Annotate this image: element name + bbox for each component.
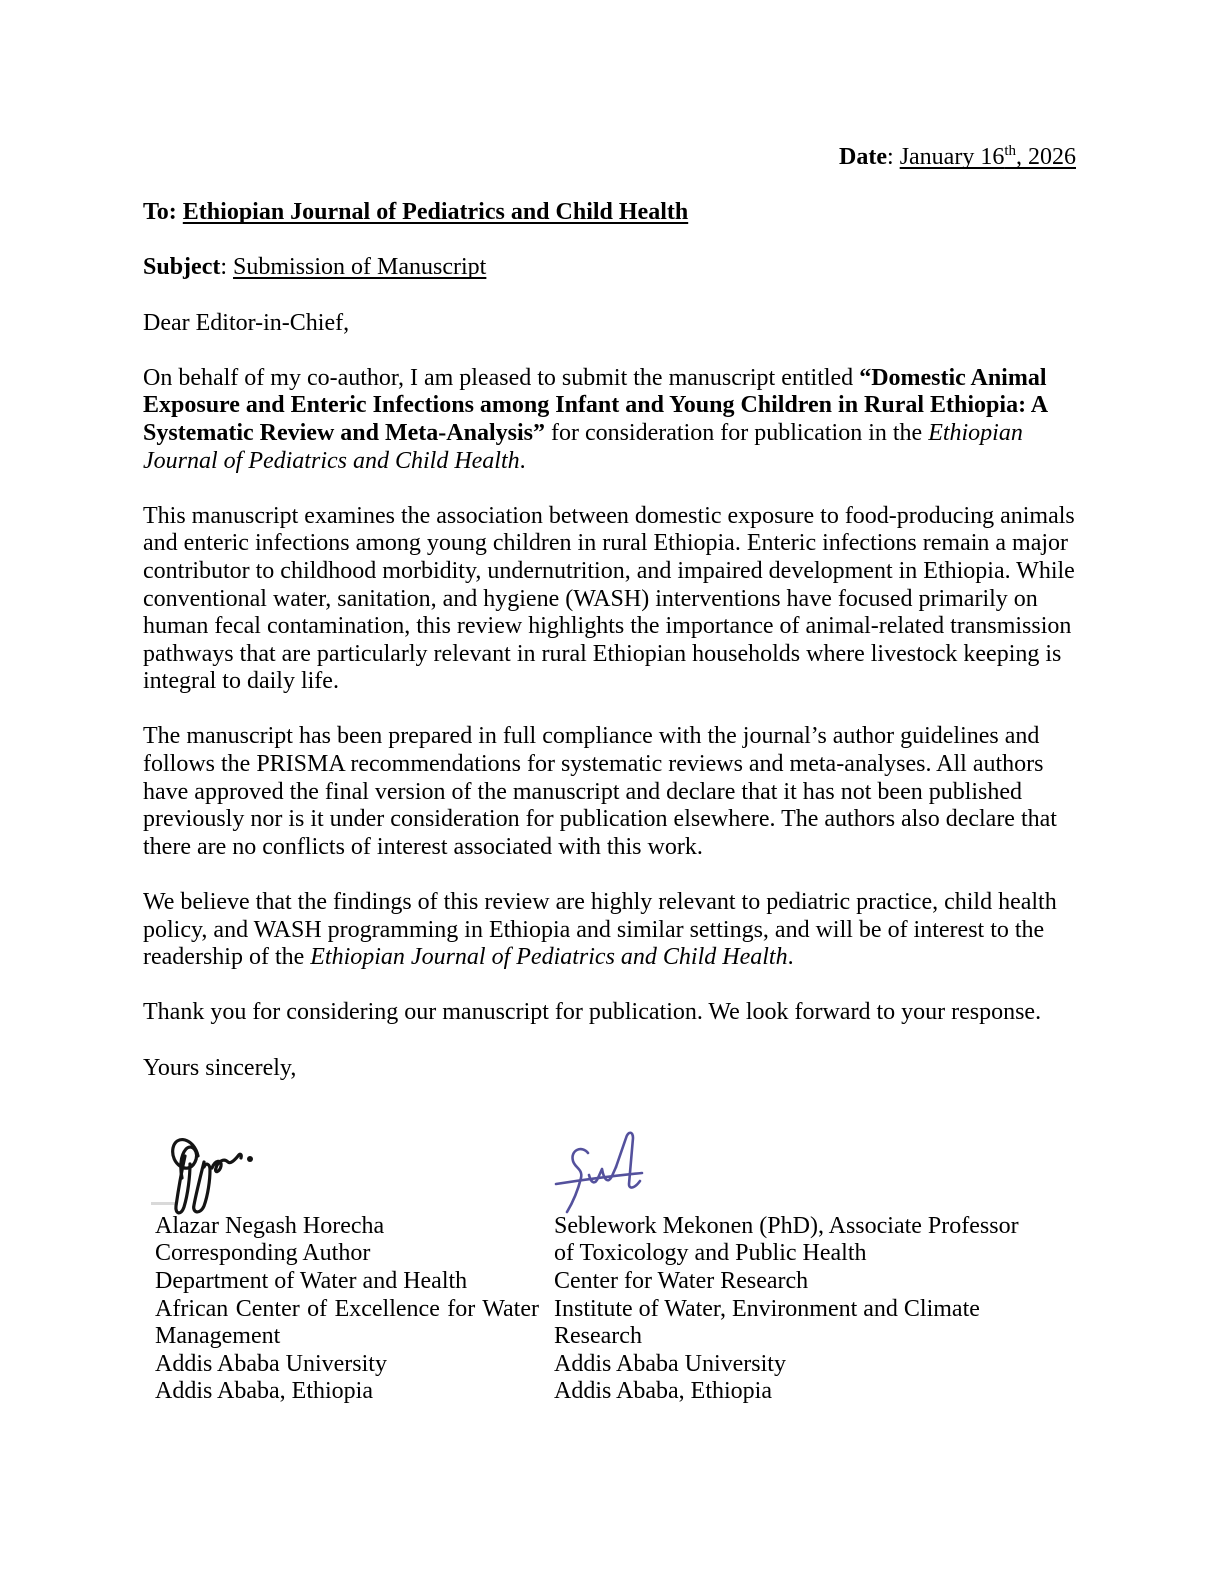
paragraph-text: for consideration for publication in the — [544, 419, 929, 446]
date-day: January 16 — [899, 144, 1005, 170]
signature-block-line: Addis Ababa University — [155, 1350, 387, 1377]
paragraph-text: . — [519, 447, 526, 474]
signature-block-line: Addis Ababa, Ethiopia — [554, 1378, 772, 1405]
subject-label: Subject — [143, 254, 221, 281]
paragraph-compliance: The manuscript has been prepared in full compliance with the journal’s author guidelines and follows the PRISMA recommendations for systematic reviews and meta-analyses. All authors have approved the final version of the manuscript and declare that it has not been published previously nor is it under consideration for publication elsewhere. The authors also declare that there are no conflicts of interest associated with this work. — [143, 723, 1057, 860]
signature-area-right — [554, 1110, 1024, 1213]
signatory-left — [155, 1110, 539, 1406]
signatory-right — [554, 1110, 1024, 1406]
subject-value: Submission of Manuscript — [233, 254, 487, 281]
journal-name-italic: Ethiopian Journal of Pediatrics and Child Health — [143, 419, 1023, 474]
journal-name-italic: Ethiopian Journal of Pediatrics and Child Health — [310, 944, 788, 971]
paragraph-relevance — [143, 889, 1076, 972]
date-year: , 2026 — [1016, 144, 1076, 170]
paragraph-text: We believe that the findings of this review are highly relevant to pediatric practice, child health policy, and WASH programming in Ethiopia and similar settings, and will be of interest to the readership of the — [143, 889, 1057, 971]
signature-block-right — [554, 1213, 1024, 1406]
manuscript-title: “Domestic Animal Exposure and Enteric Infections among Infant and Young Children in Rural Ethiopia: A Systematic Review and Meta-Analysis” — [143, 364, 1047, 446]
date-line — [143, 144, 1076, 172]
signature-section — [155, 1110, 1076, 1406]
signature-block-line: Institute of Water, Environment and Climate — [554, 1295, 980, 1322]
subject-separator: : — [220, 254, 234, 281]
date-label: Date — [839, 144, 888, 170]
signature-block-line: African Center of Excellence for Water — [155, 1295, 539, 1322]
signature-block-line: Addis Ababa, Ethiopia — [155, 1378, 373, 1405]
date-separator: : — [887, 144, 900, 170]
signature-area-left — [155, 1110, 539, 1213]
paragraph-thanks: Thank you for considering our manuscript for publication. We look forward to your response. — [143, 999, 1042, 1026]
alazar-signature-icon — [160, 1128, 260, 1218]
date-value — [900, 144, 1076, 170]
paragraph-text: . — [787, 944, 794, 971]
valediction: Yours sincerely, — [143, 1054, 297, 1081]
signature-block-line: Seblework Mekonen (PhD), Associate Professor — [554, 1212, 1019, 1239]
signature-block-line: Center for Water Research — [554, 1267, 809, 1294]
signature-block-line: Corresponding Author — [155, 1240, 371, 1267]
recipient-line — [143, 199, 1076, 227]
signature-block-left — [155, 1213, 539, 1406]
signature-block-line: Alazar Negash Horecha — [155, 1212, 385, 1239]
date-ordinal-superscript: th — [1004, 143, 1016, 159]
paragraph-manuscript-overview: This manuscript examines the association between domestic exposure to food-producing animals and enteric infections among young children in rural Ethiopia. Enteric infections remain a major contributor to childhood morbidity, undernutrition, and impaired development in Ethiopia. While conventional water, sanitation, and hygiene (WASH) interventions have focused primarily on human fecal contamination, this review highlights the importance of animal-related transmission pathways that are particularly relevant in rural Ethiopian households where livestock keeping is integral to daily life. — [143, 502, 1075, 695]
recipient-label: To: — [143, 199, 177, 226]
signature-block-line: Addis Ababa University — [554, 1350, 786, 1377]
paragraph-submission — [143, 365, 1076, 475]
signature-block-line: of Toxicology and Public Health — [554, 1240, 867, 1267]
salutation: Dear Editor-in-Chief, — [143, 309, 350, 336]
seblework-signature-icon — [552, 1122, 672, 1222]
paragraph-text: On behalf of my co-author, I am pleased to submit the manuscript entitled — [143, 364, 860, 391]
recipient-journal-name: Ethiopian Journal of Pediatrics and Child Health — [182, 199, 689, 226]
signature-block-line: Research — [554, 1323, 642, 1350]
signature-block-line: Management — [155, 1323, 281, 1350]
subject-line — [143, 254, 1076, 282]
signature-block-line: Department of Water and Health — [155, 1267, 468, 1294]
